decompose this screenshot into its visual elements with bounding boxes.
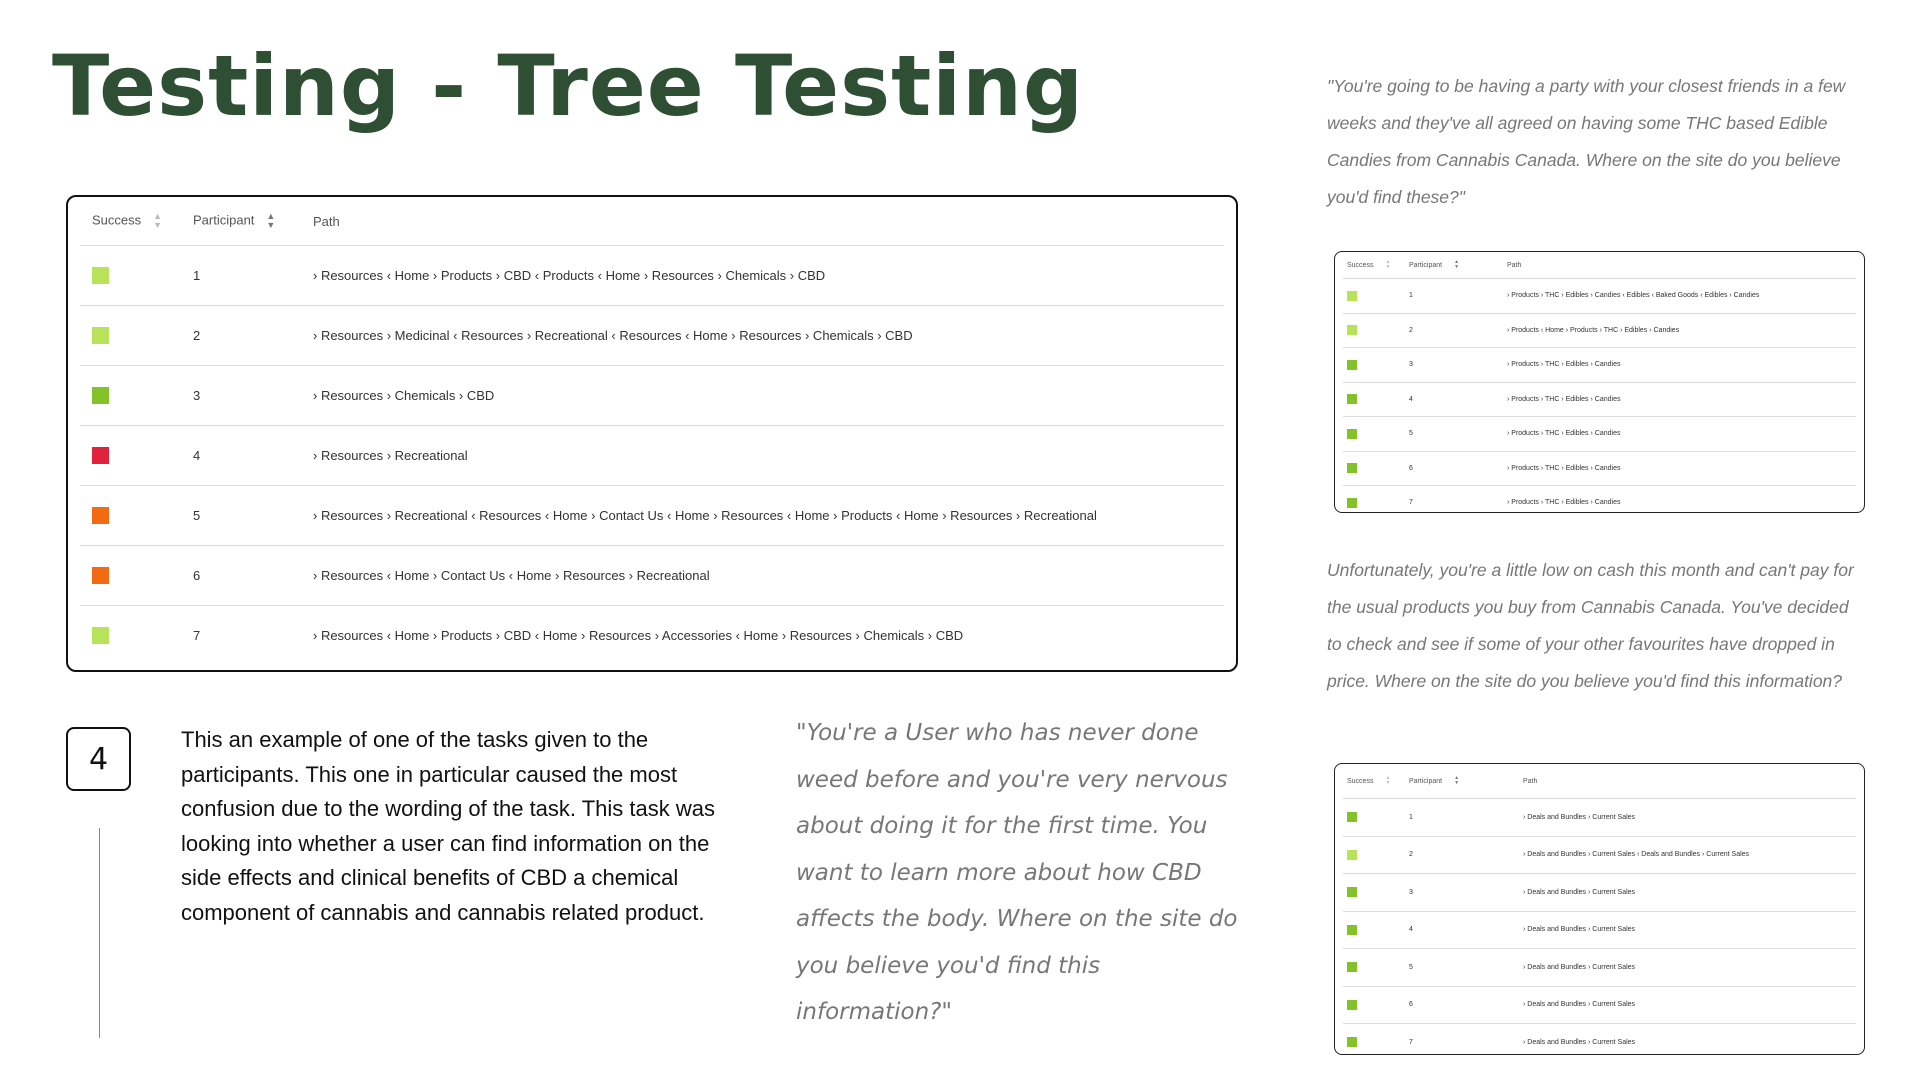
path-cell: › Products › THC › Edibles › Candies — [1506, 486, 1856, 514]
success-indicator — [1347, 429, 1357, 439]
table-row — [80, 246, 1224, 306]
path-cell: › Deals and Bundles › Current Sales — [1522, 799, 1856, 837]
success-indicator — [1347, 812, 1357, 822]
table-row — [80, 546, 1224, 606]
path-header-label: Path — [1507, 261, 1522, 269]
success-column-header[interactable] — [1343, 252, 1408, 279]
path-cell: › Resources ‹ Home › Products › CBD ‹ Products ‹ Home › Resources › Chemicals › CBD — [312, 246, 1224, 306]
path-cell: › Deals and Bundles › Current Sales — [1522, 986, 1856, 1024]
participant-number: 2 — [1408, 313, 1506, 348]
participant-header-label: Participant — [1409, 777, 1443, 785]
success-indicator — [92, 567, 109, 584]
path-cell: › Deals and Bundles › Current Sales ‹ Deals and Bundles › Current Sales — [1522, 836, 1856, 874]
task-number-badge: 4 — [66, 727, 131, 791]
side-task-quote-1: "You're going to be having a party with your closest friends in a few weeks and they've all agreed on having some THC based Edible Candies from Cannabis Canada. Where on the site do you believe you'd find these?" — [1327, 76, 1846, 207]
table-row — [80, 606, 1224, 666]
sort-icon[interactable]: ▲ ▼ — [1385, 259, 1391, 270]
path-header-label: Path — [1523, 777, 1538, 785]
participant-number: 2 — [1408, 836, 1522, 874]
participant-column-header[interactable] — [193, 197, 312, 246]
success-indicator — [1347, 925, 1357, 935]
table-row — [1343, 911, 1856, 949]
side-task-quote-2: Unfortunately, you're a little low on cash this month and can't pay for the usual products you buy from Cannabis Canada. You've decided to check and see if some of your other favourites have dropped in price. Where on the site do you believe you'd find this information? — [1327, 560, 1854, 691]
success-header-label: Success — [1347, 261, 1374, 269]
participant-number: 7 — [1408, 486, 1506, 514]
participant-column-header[interactable] — [1408, 252, 1506, 279]
participant-number: 6 — [1408, 986, 1522, 1024]
participant-number: 1 — [1408, 799, 1522, 837]
participant-number: 5 — [1408, 949, 1522, 987]
table-row — [1343, 313, 1856, 348]
task-description: This an example of one of the tasks given to the participants. This one in particular caused the most confusion due to the wording of the task. This task was looking into whether a user can find information on the side effects and clinical benefits of CBD a chemical component of cannabis and cannabis related product. — [181, 727, 716, 925]
participant-number: 6 — [193, 546, 312, 606]
path-header-label: Path — [313, 213, 340, 229]
success-indicator — [92, 507, 109, 524]
side-results-table-1 — [1334, 251, 1865, 513]
participant-number: 3 — [1408, 874, 1522, 912]
table-row — [1343, 874, 1856, 912]
success-column-header[interactable] — [80, 197, 193, 246]
participant-column-header[interactable] — [1408, 764, 1522, 799]
table-row — [1343, 348, 1856, 383]
side-results-table-2 — [1334, 763, 1865, 1055]
success-column-header[interactable] — [1343, 764, 1408, 799]
vertical-divider — [99, 828, 100, 1038]
table-row — [1343, 799, 1856, 837]
table-row — [1343, 486, 1856, 514]
success-indicator — [92, 327, 109, 344]
participant-number: 3 — [1408, 348, 1506, 383]
participant-number: 7 — [193, 606, 312, 666]
participant-number: 4 — [193, 426, 312, 486]
path-cell: › Products › THC › Edibles › Candies — [1506, 348, 1856, 383]
path-column-header — [1506, 252, 1856, 279]
table-row — [80, 426, 1224, 486]
success-indicator — [92, 627, 109, 644]
sort-icon[interactable]: ▲ ▼ — [1454, 775, 1460, 786]
path-column-header — [312, 197, 1224, 246]
table-header-row — [80, 197, 1224, 246]
success-indicator — [1347, 325, 1357, 335]
main-results-table — [66, 195, 1238, 672]
path-column-header — [1522, 764, 1856, 799]
success-indicator — [1347, 394, 1357, 404]
success-header-label: Success — [92, 212, 142, 228]
success-indicator — [1347, 962, 1357, 972]
success-indicator — [1347, 360, 1357, 370]
table-row — [1343, 417, 1856, 452]
participant-number: 1 — [193, 246, 312, 306]
main-task-quote: "You're a User who has never done weed before and you're very nervous about doing it for the first time. You want to learn more about how CBD affects the body. Where on the site do you believe you'd find this information?" — [796, 720, 1238, 1025]
success-indicator — [1347, 887, 1357, 897]
participant-number: 1 — [1408, 279, 1506, 314]
table-row — [1343, 1024, 1856, 1056]
success-header-label: Success — [1347, 777, 1374, 785]
table-row — [1343, 986, 1856, 1024]
path-cell: › Resources › Medicinal ‹ Resources › Recreational ‹ Resources ‹ Home › Resources › Chemicals › CBD — [312, 306, 1224, 366]
success-indicator — [1347, 850, 1357, 860]
sort-icon[interactable]: ▲ ▼ — [266, 211, 276, 230]
success-indicator — [1347, 1037, 1357, 1047]
sort-icon[interactable]: ▲ ▼ — [1454, 259, 1460, 270]
participant-number: 4 — [1408, 382, 1506, 417]
path-cell: › Products › THC › Edibles › Candies — [1506, 382, 1856, 417]
path-cell: › Products › THC › Edibles › Candies — [1506, 451, 1856, 486]
participant-number: 7 — [1408, 1024, 1522, 1056]
table-header-row — [1343, 764, 1856, 799]
table-row — [1343, 949, 1856, 987]
success-indicator — [1347, 1000, 1357, 1010]
success-indicator — [92, 447, 109, 464]
success-indicator — [1347, 498, 1357, 508]
path-cell: › Products › THC › Edibles › Candies — [1506, 417, 1856, 452]
path-cell: › Products › THC › Edibles › Candies ‹ Edibles ‹ Baked Goods ‹ Edibles › Candies — [1506, 279, 1856, 314]
path-cell: › Resources › Recreational ‹ Resources ‹ Home › Contact Us ‹ Home › Resources ‹ Home › Products ‹ Home › Resources › Recreational — [312, 486, 1224, 546]
participant-number: 4 — [1408, 911, 1522, 949]
participant-number: 5 — [1408, 417, 1506, 452]
path-cell: › Resources ‹ Home › Contact Us ‹ Home › Resources › Recreational — [312, 546, 1224, 606]
participant-number: 2 — [193, 306, 312, 366]
path-cell: › Resources ‹ Home › Products › CBD ‹ Home › Resources › Accessories ‹ Home › Resources › Chemicals › CBD — [312, 606, 1224, 666]
path-cell: › Deals and Bundles › Current Sales — [1522, 949, 1856, 987]
participant-number: 6 — [1408, 451, 1506, 486]
table-row — [80, 486, 1224, 546]
table-row — [1343, 279, 1856, 314]
table-row — [1343, 382, 1856, 417]
page-title: Testing - Tree Testing — [52, 37, 1085, 135]
participant-header-label: Participant — [1409, 261, 1443, 269]
sort-icon[interactable]: ▲ ▼ — [1385, 775, 1391, 786]
path-cell: › Deals and Bundles › Current Sales — [1522, 1024, 1856, 1056]
sort-icon[interactable]: ▲ ▼ — [153, 211, 163, 230]
path-cell: › Deals and Bundles › Current Sales — [1522, 911, 1856, 949]
success-indicator — [92, 387, 109, 404]
success-indicator — [1347, 291, 1357, 301]
participant-number: 3 — [193, 366, 312, 426]
table-row — [1343, 451, 1856, 486]
path-cell: › Products ‹ Home › Products › THC › Edibles › Candies — [1506, 313, 1856, 348]
path-cell: › Resources › Chemicals › CBD — [312, 366, 1224, 426]
success-indicator — [92, 267, 109, 284]
path-cell: › Resources › Recreational — [312, 426, 1224, 486]
table-row — [80, 306, 1224, 366]
table-row — [1343, 836, 1856, 874]
participant-header-label: Participant — [193, 212, 255, 228]
table-row — [80, 366, 1224, 426]
table-header-row — [1343, 252, 1856, 279]
path-cell: › Deals and Bundles › Current Sales — [1522, 874, 1856, 912]
success-indicator — [1347, 463, 1357, 473]
participant-number: 5 — [193, 486, 312, 546]
